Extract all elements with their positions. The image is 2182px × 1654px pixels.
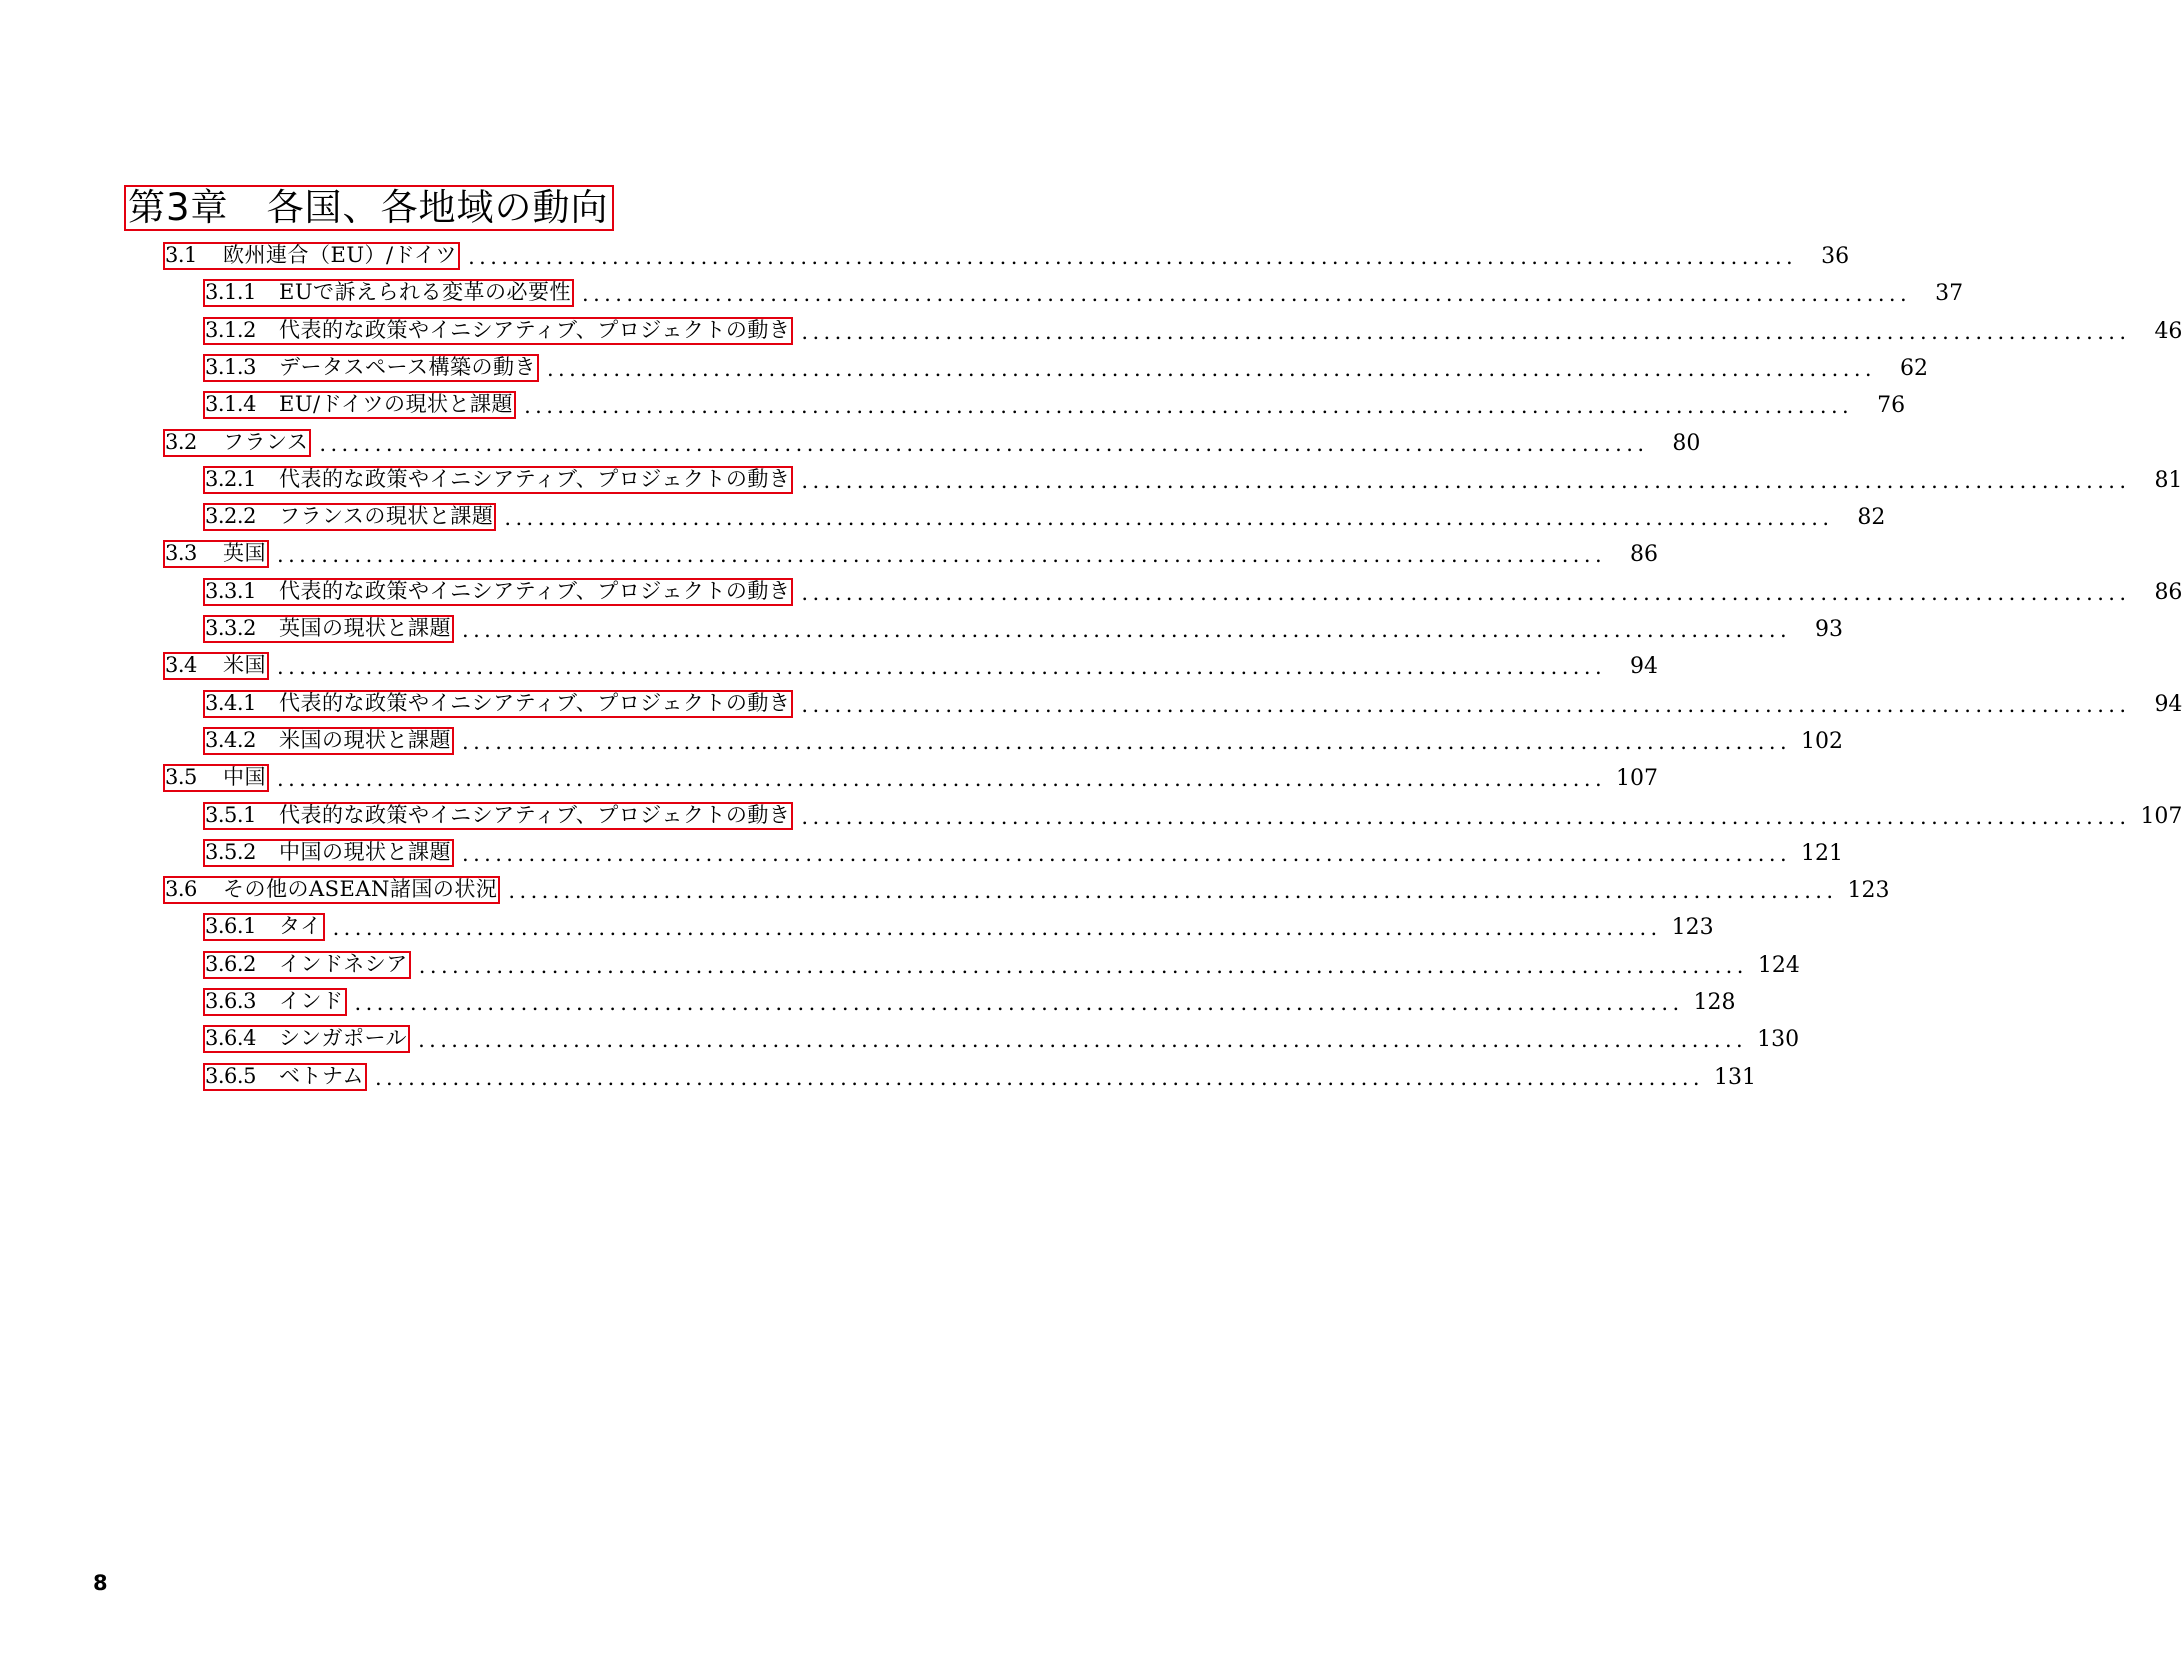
section-title: ベトナム	[279, 1063, 364, 1088]
toc-entry-link[interactable]	[203, 913, 325, 941]
section-title: 代表的な政策やイニシアティブ、プロジェクトの動き	[279, 466, 791, 491]
toc-page-number: 81	[2154, 467, 2182, 493]
dot-leader: ........................................................................................................................	[418, 1028, 1748, 1053]
toc-entry[interactable]	[0, 609, 1844, 643]
dot-leader: ........................................................................................................................	[354, 991, 1684, 1015]
section-number: 3.1	[165, 243, 197, 267]
toc-page-number: 36	[1821, 244, 1850, 269]
toc-page-number: 130	[1757, 1027, 1800, 1053]
toc-page-number: 123	[1847, 878, 1890, 904]
section-title: 中国	[223, 765, 266, 790]
section-title: 代表的な政策やイニシアティブ、プロジェクトの動き	[279, 690, 791, 715]
dot-leader: ........................................................................................................................	[277, 767, 1607, 792]
toc-entry-link[interactable]	[203, 391, 516, 419]
section-number: 3.4.1	[205, 690, 256, 715]
toc-entry-link[interactable]	[203, 802, 793, 830]
section-title: 英国	[223, 541, 266, 566]
section-title: 中国の現状と課題	[279, 839, 451, 864]
dot-leader: ........................................................................................................................	[508, 879, 1838, 904]
section-title: シンガポール	[279, 1026, 408, 1051]
dot-leader: ........................................................................................................................	[462, 841, 1792, 866]
toc-entry[interactable]	[0, 385, 1906, 419]
section-number: 3.4.2	[205, 727, 256, 752]
toc-entry-link[interactable]	[163, 242, 460, 270]
toc-entry[interactable]	[0, 534, 1659, 568]
section-title: 米国の現状と課題	[279, 727, 451, 752]
toc-entry[interactable]	[0, 833, 1844, 867]
section-title: 英国の現状と課題	[279, 616, 451, 640]
section-number: 3.6.3	[205, 989, 256, 1013]
dot-leader: ........................................................................................................................	[332, 916, 1662, 941]
toc-page-number: 76	[1877, 393, 1906, 419]
dot-leader: ........................................................................................................................	[277, 543, 1607, 568]
toc-entry[interactable]	[0, 796, 2182, 830]
section-title: 代表的な政策やイニシアティブ、プロジェクトの動き	[279, 317, 791, 342]
section-number: 3.1.4	[205, 392, 256, 417]
dot-leader: ........................................................................................................................	[546, 356, 1876, 381]
toc-entry[interactable]	[0, 907, 1714, 941]
toc-entry-link[interactable]	[203, 615, 454, 643]
toc-entry-link[interactable]	[203, 578, 793, 606]
toc-entry[interactable]	[0, 348, 1928, 382]
toc-entry[interactable]	[0, 1019, 1800, 1053]
toc-entry[interactable]	[0, 273, 1964, 307]
section-number: 3.3.1	[205, 578, 256, 603]
toc-entry[interactable]	[0, 460, 2182, 494]
section-title: EUで訴えられる変革の必要性	[279, 280, 572, 305]
section-number: 3.5.1	[205, 802, 256, 827]
toc-page-number: 80	[1672, 430, 1701, 456]
section-number: 3.6.2	[205, 951, 256, 976]
dot-leader: ........................................................................................................................	[374, 1065, 1704, 1090]
page-number: 8	[93, 1571, 108, 1595]
dot-leader: ........................................................................................................................	[468, 245, 1798, 269]
dot-leader: ........................................................................................................................	[277, 655, 1607, 680]
toc-entry[interactable]	[0, 236, 1850, 270]
toc-entry-link[interactable]	[203, 727, 454, 755]
toc-page-number: 128	[1693, 990, 1736, 1015]
section-number: 3.5	[165, 765, 197, 790]
dot-leader: ........................................................................................................................	[319, 431, 1649, 456]
toc-page-number: 82	[1857, 505, 1886, 531]
section-number: 3.3.2	[205, 616, 256, 640]
dot-leader: ........................................................................................................................	[801, 692, 2131, 717]
section-title: その他のASEAN諸国の状況	[223, 877, 498, 902]
toc-entry-link[interactable]	[163, 764, 269, 792]
toc-entry[interactable]	[0, 311, 2182, 345]
toc-page-number: 94	[2154, 691, 2182, 717]
toc-entry-link[interactable]	[203, 354, 539, 382]
dot-leader: ........................................................................................................................	[801, 468, 2131, 493]
toc-page-number: 46	[2154, 318, 2182, 344]
section-title: 代表的な政策やイニシアティブ、プロジェクトの動き	[279, 802, 791, 827]
chapter-heading[interactable]: 第3章 各国、各地域の動向	[124, 185, 614, 231]
toc-entry-link[interactable]	[203, 951, 411, 979]
section-number: 3.6.4	[205, 1026, 256, 1051]
section-title: インド	[279, 989, 344, 1013]
toc-entry-link[interactable]	[203, 317, 793, 345]
toc-page-number: 123	[1671, 915, 1714, 941]
section-title: 欧州連合（EU）/ドイツ	[223, 243, 458, 267]
toc-entry[interactable]	[0, 572, 2182, 606]
toc-page-number: 93	[1815, 617, 1844, 642]
section-number: 3.6	[165, 877, 197, 902]
toc-page-number: 37	[1935, 281, 1964, 307]
toc-page-number: 107	[1616, 766, 1659, 792]
toc-entry[interactable]	[0, 758, 1659, 792]
toc-entry[interactable]	[0, 982, 1736, 1016]
section-number: 3.6.5	[205, 1063, 256, 1088]
toc-entry-link[interactable]	[163, 540, 269, 568]
section-title: 米国	[223, 653, 266, 678]
toc-entry-link[interactable]	[203, 988, 347, 1016]
dot-leader: ........................................................................................................................	[462, 729, 1792, 754]
section-title: 代表的な政策やイニシアティブ、プロジェクトの動き	[279, 578, 791, 603]
section-number: 3.2.2	[205, 504, 256, 529]
dot-leader: ........................................................................................................................	[504, 506, 1834, 531]
toc-entry[interactable]	[0, 497, 1886, 531]
dot-leader: ........................................................................................................................	[801, 580, 2131, 605]
section-title: インドネシア	[279, 951, 408, 976]
toc-entry-link[interactable]	[203, 503, 496, 531]
toc-page-number: 86	[2154, 579, 2182, 605]
dot-leader: ........................................................................................................................	[462, 618, 1792, 642]
toc-entry[interactable]	[0, 870, 1890, 904]
section-title: タイ	[279, 914, 322, 939]
section-title: フランスの現状と課題	[279, 504, 494, 529]
toc-entry[interactable]	[0, 721, 1844, 755]
toc-entry-link[interactable]	[163, 876, 500, 904]
toc-entry-link[interactable]	[203, 1025, 410, 1053]
section-title: フランス	[223, 429, 309, 454]
toc-page-number: 124	[1757, 952, 1800, 978]
toc-page-number: 107	[2140, 803, 2182, 829]
toc-entry[interactable]	[0, 684, 2182, 718]
section-number: 3.1.2	[205, 317, 256, 342]
section-number: 3.3	[165, 541, 197, 566]
toc-entry-link[interactable]	[163, 652, 269, 680]
toc-page-number: 62	[1900, 355, 1928, 381]
toc-entry-link[interactable]	[203, 279, 574, 307]
toc-entry-link[interactable]	[203, 690, 793, 718]
toc-page-number: 102	[1801, 728, 1844, 754]
toc-entry[interactable]	[0, 945, 1800, 979]
toc-page-number: 121	[1801, 840, 1844, 866]
dot-leader: ........................................................................................................................	[582, 282, 1912, 307]
dot-leader: ........................................................................................................................	[418, 953, 1748, 978]
section-number: 3.4	[165, 653, 197, 678]
toc-entry-link[interactable]	[203, 839, 454, 867]
toc-entry[interactable]	[0, 646, 1659, 680]
section-number: 3.6.1	[205, 914, 256, 939]
section-number: 3.1.3	[205, 354, 256, 379]
toc-page-number: 94	[1630, 654, 1659, 680]
toc-page-number: 131	[1714, 1064, 1756, 1090]
toc-entry[interactable]	[0, 423, 1701, 457]
section-title: データスペース構築の動き	[279, 354, 536, 379]
dot-leader: ........................................................................................................................	[801, 804, 2131, 829]
section-title: EU/ドイツの現状と課題	[279, 392, 514, 417]
toc-entry-link[interactable]	[203, 466, 793, 494]
toc-entry-link[interactable]	[163, 429, 311, 457]
toc-entry[interactable]	[0, 1057, 1756, 1091]
section-number: 3.1.1	[205, 280, 256, 305]
section-number: 3.5.2	[205, 839, 256, 864]
section-number: 3.2.1	[205, 466, 256, 491]
dot-leader: ........................................................................................................................	[524, 394, 1854, 419]
dot-leader: ........................................................................................................................	[801, 319, 2131, 344]
toc-entry-link[interactable]	[203, 1063, 367, 1091]
toc-page-number: 86	[1630, 542, 1659, 568]
section-number: 3.2	[165, 429, 197, 454]
